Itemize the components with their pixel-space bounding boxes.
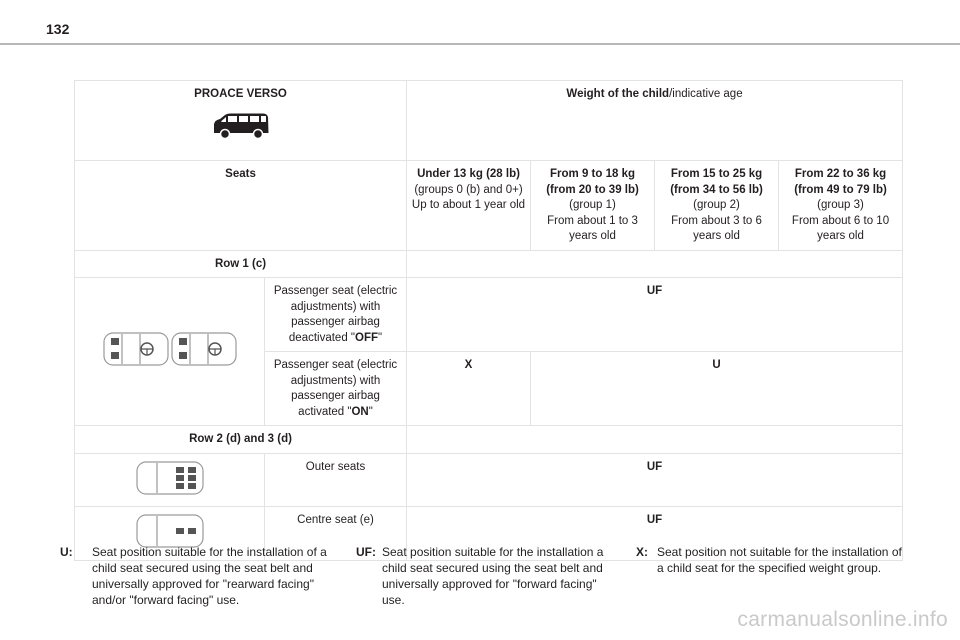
van-icon xyxy=(211,111,271,141)
centre-seat-value: UF xyxy=(407,507,903,561)
passenger-on-value-groups-2-3: U xyxy=(531,352,903,426)
group-3-group: (group 3) xyxy=(817,199,864,211)
child-seat-table xyxy=(74,80,903,561)
outer-seats-label: Outer seats xyxy=(265,453,407,507)
row-1-empty xyxy=(407,250,903,278)
weight-title-rest: /indicative age xyxy=(669,88,743,100)
outer-seats-value: UF xyxy=(407,453,903,507)
passenger-off-text: Passenger seat (electric adjustments) with passenger airbag deactivated " xyxy=(273,285,398,344)
weight-header-cell xyxy=(407,81,903,161)
outer-seats-diagram-cell xyxy=(75,453,265,507)
row-2-3-label: Row 2 (d) and 3 (d) xyxy=(75,426,407,454)
vehicle-title: PROACE VERSO xyxy=(194,88,287,100)
outer-seats-diagram-icon xyxy=(135,460,205,496)
front-seats-diagram-icon xyxy=(100,330,240,368)
group-1-weight: From 9 to 18 kg (from 20 to 39 lb) xyxy=(546,168,639,196)
passenger-off-quote: " xyxy=(378,331,383,344)
group-2-weight: From 15 to 25 kg (from 34 to 56 lb) xyxy=(670,168,763,196)
group-2-cell xyxy=(655,161,779,251)
group-1-cell xyxy=(531,161,655,251)
group-3-age: From about 6 to 10 years old xyxy=(791,214,890,242)
passenger-on-cell xyxy=(265,352,407,426)
group-0-age: Up to about 1 year old xyxy=(411,199,526,211)
row-1-diagram-cell xyxy=(75,278,265,426)
header-divider xyxy=(0,43,960,45)
watermark: carmanualsonline.info xyxy=(737,608,948,631)
group-2-age: From about 3 to 6 years old xyxy=(671,214,762,242)
legend-u-text: Seat position suitable for the installation of a child seat secured using the seat belt and universally approved for "rearward facing" and/or "forward facing" use. xyxy=(92,545,327,607)
group-3-cell xyxy=(779,161,903,251)
passenger-on-status: ON xyxy=(351,405,369,418)
group-2-group: (group 2) xyxy=(693,199,740,211)
row-1-label: Row 1 (c) xyxy=(75,250,407,278)
vehicle-header-cell xyxy=(75,81,407,161)
passenger-on-quote: " xyxy=(368,405,373,418)
legend-x-key: X: xyxy=(636,545,648,559)
legend-uf-key: UF: xyxy=(356,545,376,559)
group-0-weight: Under 13 kg (28 lb) xyxy=(417,168,520,180)
centre-seat-label: Centre seat (e) xyxy=(265,507,407,561)
legend-u-key: U: xyxy=(60,545,73,559)
seats-label: Seats xyxy=(75,161,407,251)
group-1-group: (group 1) xyxy=(569,199,616,211)
passenger-on-text: Passenger seat (electric adjustments) with passenger airbag activated " xyxy=(273,359,398,418)
weight-title-bold: Weight of the child xyxy=(566,88,670,100)
legend-x-text: Seat position not suitable for the installation of a child seat for the specified weight group. xyxy=(657,545,902,575)
passenger-off-cell xyxy=(265,278,407,352)
page-number: 132 xyxy=(46,21,70,37)
row-2-3-empty xyxy=(407,426,903,454)
passenger-off-value: UF xyxy=(407,278,903,352)
group-3-weight: From 22 to 36 kg (from 49 to 79 lb) xyxy=(794,168,887,196)
passenger-off-status: OFF xyxy=(355,331,379,344)
group-0-cell xyxy=(407,161,531,251)
legend-uf-text: Seat position suitable for the installation a child seat secured using the seat belt and universally approved for "forward facing" use. xyxy=(382,545,604,607)
group-0-group: (groups 0 (b) and 0+) xyxy=(414,183,523,196)
group-1-age: From about 1 to 3 years old xyxy=(547,214,638,242)
passenger-on-value-groups-0-1: X xyxy=(407,352,531,426)
